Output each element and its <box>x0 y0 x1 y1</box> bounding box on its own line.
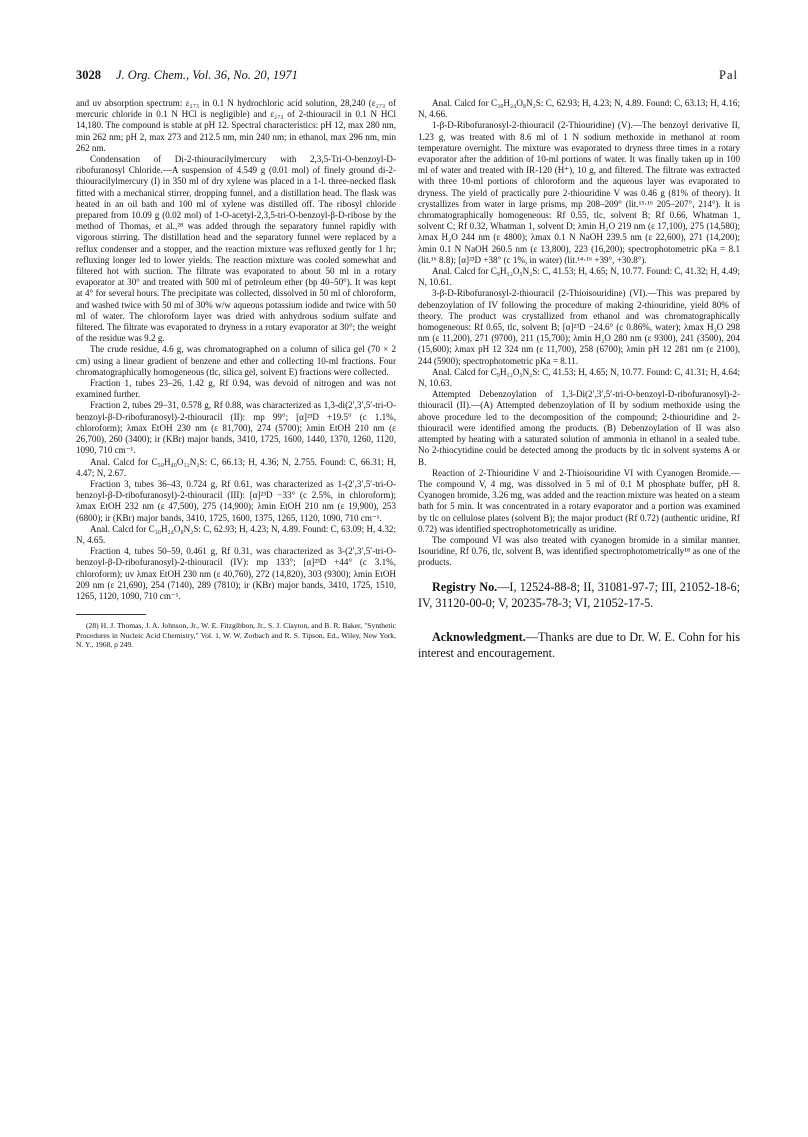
paragraph: Condensation of Di-2-thiouracilylmercury with 2,3,5-Tri-O-benzoyl-D-ribofuranosyl Chloride.—A suspension of 4.549 g (0.01 mol) of finely ground di-2-thiouracilylmercury (I) in 350 ml of dry xylene was placed in a 1-l. three-necked flask fitted with a mechanical stirrer, dropping funnel, and a distillation head. The flask was heated in an oil bath and 100 ml of xylene was distilled off. The ribosyl chloride prepared from 10.09 g (0.02 mol) of 1-O-acetyl-2,3,5-tri-O-benzoyl-β-D-ribose by the method of Thomas, et al.,²⁸ was added through the separatory funnel rapidly with vigorous stirring. The distillation head and the separatory funnel were replaced by a reflux condenser and a stopper, and the reaction mixture was refluxed gently for 1 hr; refluxing longer led to lower yields. The reaction mixture was cooled somewhat and filtered hot with suction. The filtrate was evaporated to about 50 ml in a rotary evaporator at 30° and treated with 500 ml of petroleum ether (bp 40–50°). It was kept at 4° for several hours. The precipitate was collected, dissolved in 50 ml of chloroform, and washed twice with 50 ml of 30% w/w aqueous potassium iodide and twice with 50 ml of water. The chloroform layer was dried with anhydrous sodium sulfate and filtered. The filtrate was evaporated to dryness in a rotary evaporator at 30°; the weight of the residue was 9.2 g. <box>76 154 396 344</box>
footnote: (28) H. J. Thomas, J. A. Johnson, Jr., W. E. Fitzgibbon, Jr., S. J. Clayton, and B. R. Baker, "Synthetic Procedures in Nucleic Acid Chemistry," Vol. 1, W. W. Zorbach and R. S. Tipson, Ed., Wiley, New York, N. Y., 1968, p 249. <box>76 621 396 649</box>
paragraph: 1-β-D-Ribofuranosyl-2-thiouracil (2-Thiouridine) (V).—The benzoyl derivative II, 1.23 g, was treated with 8.6 ml of 1 N sodium methoxide in methanol at room temperature overnight. The mixture was evaporated to dryness three times in a rotary evaporator after the addition of 10-ml portions of water. It was finally taken up in 100 ml of water and treated with IR-120 (H⁺), 10 g, and filtered. The filtrate was extracted with three 10-ml portions of chloroform and the aqueous layer was evaporated to dryness. The yield of practically pure 2-thiouridine V was 0.46 g (81% of theory). It crystallizes from water in large prisms, mp 208–209° (lit.¹³·¹⁶ 205–207°, 214°). It is chromatographically homogeneous: Rf 0.55, tlc, solvent B; Rf 0.66, Whatman 1, solvent C; Rf 0.32, Whatman 1, solvent D; λmin H₂O 219 nm (ε 17,100), 275 (14,580); λmax H₂O 244 nm (ε 4800); λmax 0.1 N NaOH 239.5 nm (ε 22,600), 271 (14,200); λmin 0.1 N NaOH 260.5 nm (ε 13,800), 223 (16,200); spectrophotometric pKa = 8.1 (lit.¹⁶ 8.8); [α]²³D +38° (c 1%, in water) (lit.¹⁴·¹⁶ +39°, +30.8°). <box>418 120 740 265</box>
paragraph: The compound VI was also treated with cyanogen bromide in a similar manner. Isouridine, Rf 0.76, tlc, solvent B, was identified spectrophotometrically¹⁸ as one of the products. <box>418 534 740 568</box>
paragraph: and uv absorption spectrum: ε₂₇₃ in 0.1 N hydrochloric acid solution, 28,240 (ε₂₇₃ of mercuric chloride in 0.1 N HCl is negligible) and ε₂₇₃ of 2-thiouracil in 0.1 N HCl 14,180. The compound is stable at pH 12. Spectral characteristics: pH 12, max 280 nm, min 262 nm; pH 2, max 273 and 212.5 nm, min 240 nm; in ethanol, max 296 nm, min 262 nm. <box>76 98 396 153</box>
paragraph: Attempted Debenzoylation of 1,3-Di(2′,3′,5′-tri-O-benzoyl-D-ribofuranosyl)-2-thiouracil (II).—(A) Attempted debenzoylation of II by sodium methoxide using the above procedure led to the decomposition of the compound; 2-thiouridine and 2-thiouracil were identified among the products. (B) Debenzoylation of II was also attempted by heating with a saturated solution of ammonia in ethanol in a sealed tube. No 2-thiocytidine could be detected among the products by tlc in solvent systems A or B. <box>418 389 740 467</box>
acknowledgment <box>418 629 740 661</box>
page-number: 3028 <box>76 68 101 82</box>
paragraph: Fraction 4, tubes 50–59, 0.461 g, Rf 0.31, was characterized as 3-(2′,3′,5′-tri-O-benzoyl-β-D-ribofuranosyl)-2-thiouracil (IV): mp 133°; [α]²³D +44° (c 3.1%, chloroform); uv λmax EtOH 230 nm (ε 40,760), 272 (14,820), 303 (9300); λmin EtOH 209 nm (ε 21,690), 254 (7140), 289 (7810); ir (KBr) major bands, 3410, 1725, 1510, 1265, 1120, 1090, 710 cm⁻¹. <box>76 546 396 601</box>
footnote-rule <box>76 614 146 615</box>
paragraph: Anal. Calcd for C₃₀H₂₄O₈N₂S: C, 62.93; H, 4.23; N, 4.89. Found: C, 63.13; H, 4.16; N, 4.66. <box>418 98 740 120</box>
paragraph: Reaction of 2-Thiouridine V and 2-Thioisouridine VI with Cyanogen Bromide.—The compound V, 4 mg, was dissolved in 5 ml of 0.1 M phosphate buffer, pH 8. Cyanogen bromide, 3.26 mg, was added and the reaction mixture was heated on a steam bath for 5 min. It was concentrated in a rotary evaporator and a portion was examined by tlc on cellulose plates (solvent B); the major product (Rf 0.72) (authentic uridine, Rf 0.72) was identified spectrophotometrically as uridine. <box>418 467 740 534</box>
acknowledgment-label: Acknowledgment. <box>432 629 526 644</box>
paragraph: Anal. Calcd for C₉H₁₂O₅N₂S: C, 41.53; H, 4.65; N, 10.77. Found: C, 41.31; H, 4.64; N, 10.63. <box>418 366 740 389</box>
right-column <box>418 98 740 661</box>
paragraph: Anal. Calcd for C₃₀H₂₄O₈N₂S: C, 62.93; H, 4.23; N, 4.89. Found: C, 63.09; H, 4.32; N, 4.65. <box>76 523 396 545</box>
paragraph: The crude residue, 4.6 g, was chromatographed on a column of silica gel (70 × 2 cm) using a linear gradient of benzene and ether and collecting 10-ml fractions. Four chromatographically homogeneous (tlc, silica gel, solvent E) fractions were collected. <box>76 344 396 377</box>
paragraph: Fraction 3, tubes 36–43, 0.724 g, Rf 0.61, was characterized as 1-(2′,3′,5′-tri-O-benzoyl-β-D-ribofuranosyl)-2-thiouracil (III): [α]²³D −33° (c 2.5%, in chloroform); λmax EtOH 232 nm (ε 47,500), 275 (14,900); λmin EtOH 210 nm (ε 19,900), 253 (6800); ir (KBr) major bands, 3410, 1725, 1600, 1375, 1265, 1120, 1090, 710 cm⁻¹. <box>76 478 396 523</box>
running-head: Pal <box>719 68 738 82</box>
paragraph: Fraction 1, tubes 23–26, 1.42 g, Rf 0.94, was devoid of nitrogen and was not examined further. <box>76 378 396 400</box>
paragraph: Fraction 2, tubes 29–31, 0.578 g, Rf 0.88, was characterized as 1,3-di(2′,3′,5′-tri-O-benzoyl-β-D-ribofuranosyl)-2-thiouracil (II): mp 99°; [α]²³D +19.5° (c 1.1%, chloroform); λmax EtOH 230 nm (ε 81,700), 274 (5700); λmin EtOH 210 nm (ε 26,700), 260 (3400); ir (KBr) major bands, 3410, 1725, 1600, 1440, 1370, 1260, 1120, 1090, 710 cm⁻¹. <box>76 400 396 456</box>
registry-label: Registry No. <box>432 579 498 594</box>
paragraph: Anal. Calcd for C₉H₁₂O₅N₂S: C, 41.53; H, 4.65; N, 10.77. Found: C, 41.32; H, 4.49; N, 10.61. <box>418 266 740 288</box>
paragraph: 3-β-D-Ribofuranosyl-2-thiouracil (2-Thioisouridine) (VI).—This was prepared by debenzoylation of IV following the procedure of making 2-thiouridine, yield 80% of theory. The product was crystallized from ethanol and was chromatographically homogeneous: Rf 0.65, tlc, solvent B; [α]²³D −24.6° (c 0.86%, water); λmax H₂O 298 nm (ε 11,200), 271 (9700), 211 (15,700); λmin H₂O 280 nm (ε 9300), 241 (3500), 204 (15,600); λmax pH 12 324 nm (ε 11,700), 258 (6700); λmin pH 12 281 nm (ε 2100), 244 (5900); spectrophotometric pKa = 8.11. <box>418 288 740 366</box>
registry-numbers <box>418 579 740 611</box>
journal-citation: J. Org. Chem., Vol. 36, No. 20, 1971 <box>116 68 298 82</box>
paragraph: Anal. Calcd for C₅₀H₄₀O₁₂N₂S: C, 66.13; H, 4.36; N, 2.755. Found: C, 66.31; H, 4.47; N, 2.67. <box>76 456 396 478</box>
left-column <box>76 98 396 649</box>
registry-text: —I, 12524-88-8; II, 31081-97-7; III, 21052-18-6; IV, 31120-00-0; V, 20235-78-3; VI, 21052-17-5. <box>418 579 740 610</box>
page-header <box>76 68 738 88</box>
acknowledgment-text: —Thanks are due to Dr. W. E. Cohn for his interest and encouragement. <box>418 629 740 660</box>
